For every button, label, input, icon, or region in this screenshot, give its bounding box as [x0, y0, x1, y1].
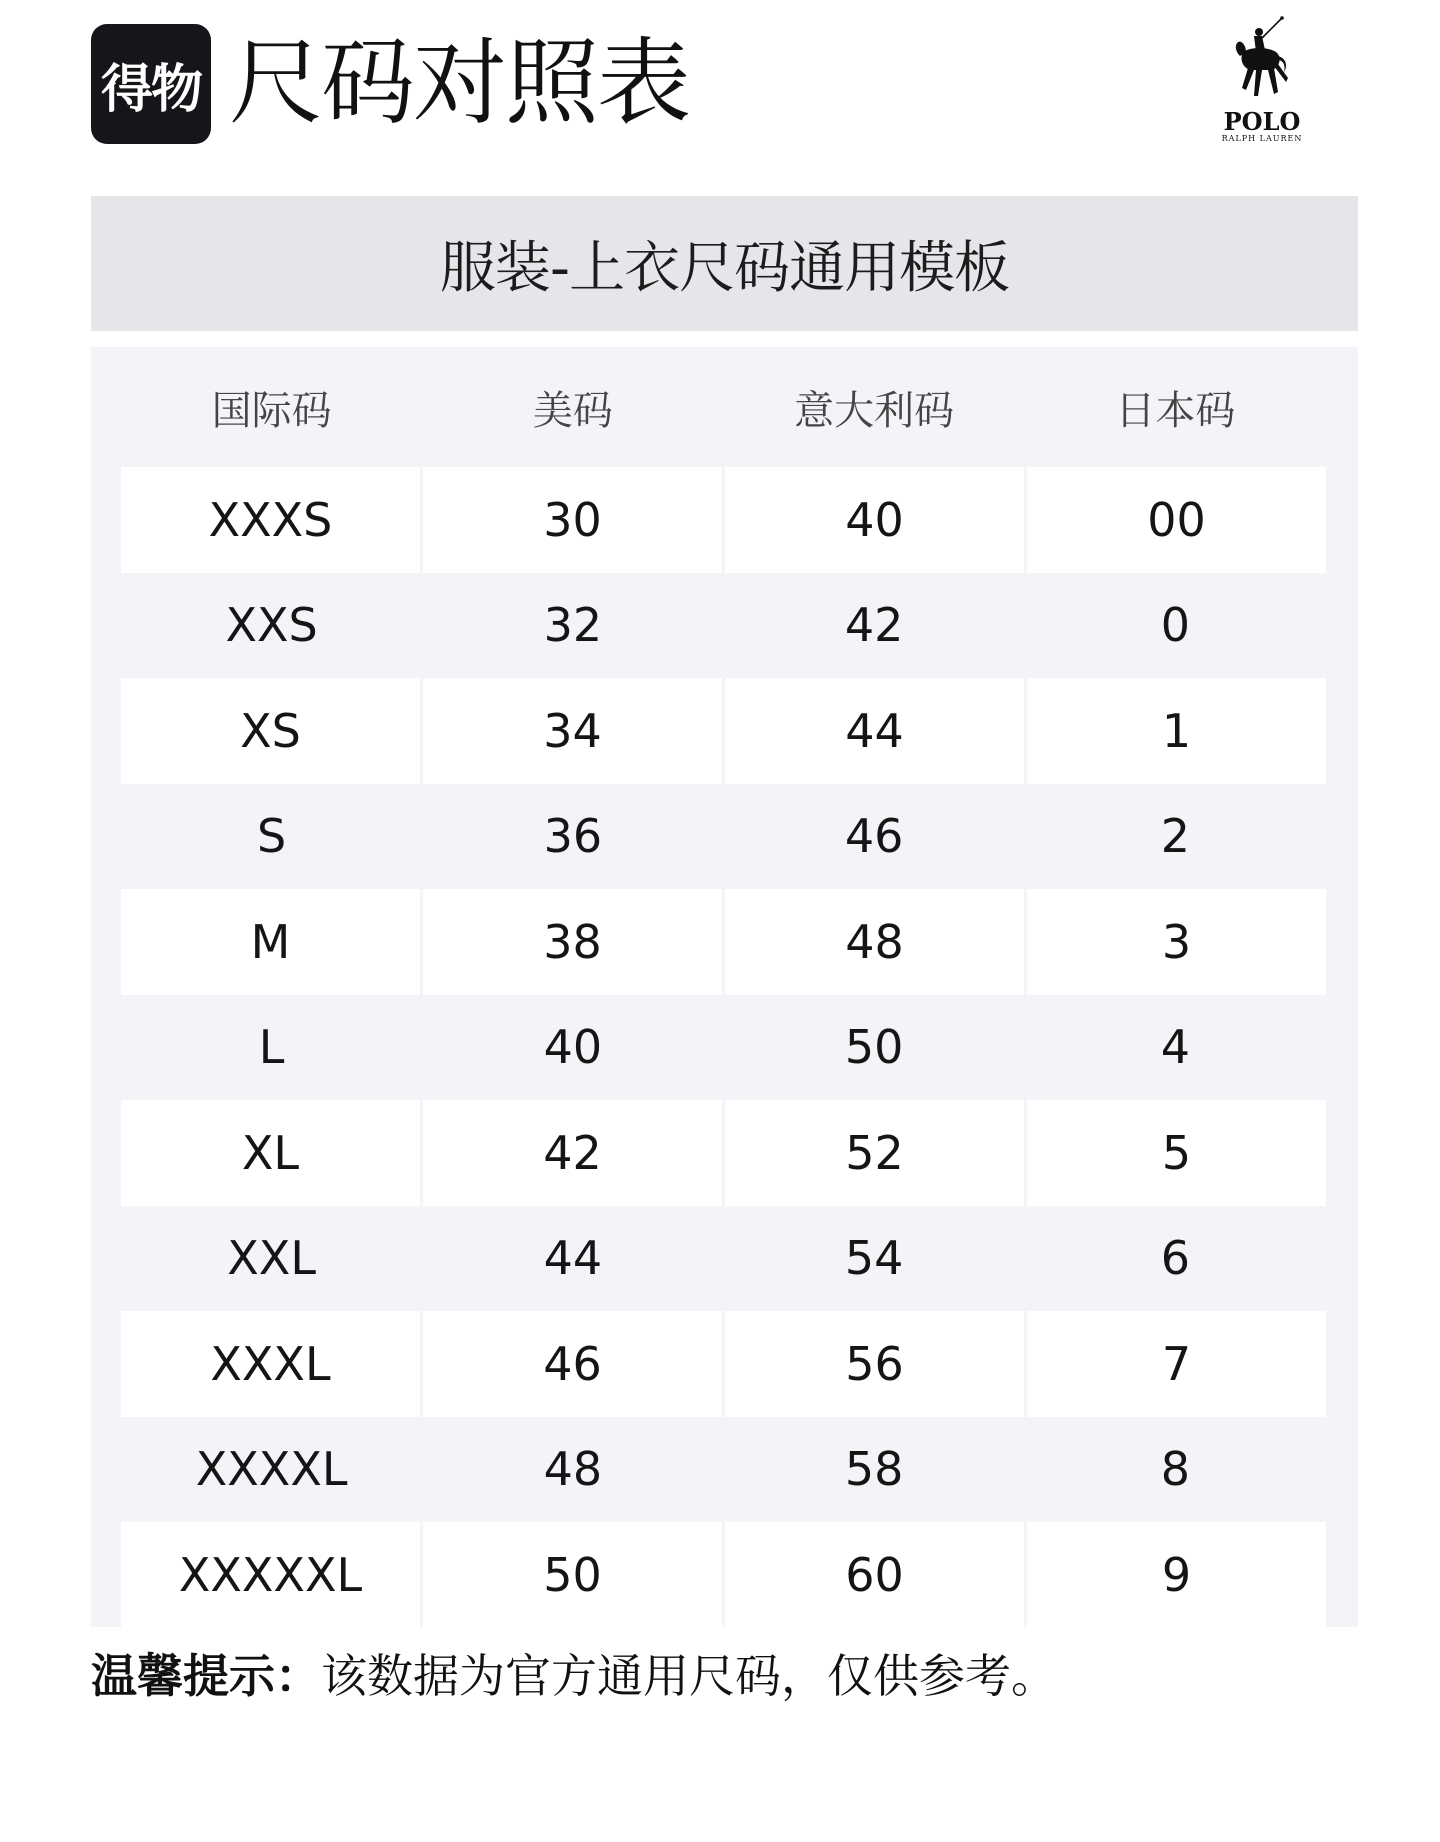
- cell-us: 34: [420, 678, 722, 784]
- cell-international: XXXXXL: [121, 1522, 420, 1627]
- template-title-band: [91, 196, 1358, 331]
- cell-japan: 3: [1024, 889, 1326, 995]
- template-title: 服装-上衣尺码通用模板: [439, 235, 1010, 301]
- cell-japan: 5: [1024, 1100, 1326, 1206]
- cell-italy: 42: [844, 598, 904, 653]
- table-row: [121, 1206, 1326, 1312]
- table-row: [121, 678, 1326, 784]
- column-header-japan: 日本码: [1115, 387, 1236, 434]
- cell-italy: 48: [722, 889, 1024, 995]
- cell-us: 44: [543, 1231, 603, 1286]
- cell-japan: 8: [1160, 1442, 1191, 1497]
- table-header: [121, 347, 1326, 467]
- table-row: [121, 784, 1326, 890]
- cell-italy: 46: [844, 809, 904, 864]
- cell-japan: 2: [1160, 809, 1191, 864]
- cell-italy: 54: [844, 1231, 904, 1286]
- brand-logo: [1212, 16, 1312, 151]
- header: [91, 24, 689, 144]
- cell-japan: 00: [1024, 467, 1326, 573]
- table-row: [121, 1417, 1326, 1523]
- table-row: [121, 573, 1326, 679]
- cell-italy: 44: [722, 678, 1024, 784]
- cell-international: XXS: [225, 598, 318, 653]
- brand-name: POLO: [1223, 107, 1301, 136]
- cell-italy: 60: [722, 1522, 1024, 1627]
- tip-label: 温馨提示：: [91, 1649, 321, 1703]
- table-row: [121, 889, 1326, 995]
- cell-international: XXXS: [121, 467, 420, 573]
- footer-tip: [91, 1646, 1057, 1706]
- table-row: [121, 1522, 1326, 1627]
- cell-us: 38: [420, 889, 722, 995]
- cell-us: 40: [543, 1020, 603, 1075]
- cell-international: XL: [121, 1100, 420, 1206]
- cell-international: L: [258, 1020, 285, 1075]
- app-logo: 得物: [91, 24, 211, 144]
- cell-us: 50: [420, 1522, 722, 1627]
- cell-italy: 58: [844, 1442, 904, 1497]
- table-row: [121, 1100, 1326, 1206]
- column-header-italy: 意大利码: [794, 387, 955, 434]
- cell-us: 32: [543, 598, 603, 653]
- cell-japan: 6: [1160, 1231, 1191, 1286]
- column-header-us: 美码: [532, 387, 613, 434]
- cell-us: 46: [420, 1311, 722, 1417]
- table-row: [121, 467, 1326, 573]
- cell-japan: 4: [1160, 1020, 1191, 1075]
- size-table: [91, 347, 1358, 1627]
- cell-international: S: [257, 809, 287, 864]
- cell-italy: 56: [722, 1311, 1024, 1417]
- polo-player-icon: [1232, 16, 1292, 108]
- cell-japan: 1: [1024, 678, 1326, 784]
- cell-international: M: [121, 889, 420, 995]
- cell-international: XS: [121, 678, 420, 784]
- cell-us: 48: [543, 1442, 603, 1497]
- cell-us: 36: [543, 809, 603, 864]
- cell-international: XXXL: [121, 1311, 420, 1417]
- table-body: [121, 467, 1326, 1627]
- cell-us: 30: [420, 467, 722, 573]
- cell-italy: 50: [844, 1020, 904, 1075]
- cell-international: XXXXL: [195, 1442, 348, 1497]
- tip-text: 该数据为官方通用尺码，仅供参考。: [321, 1649, 1057, 1703]
- brand-subtitle: RALPH LAUREN: [1221, 134, 1303, 143]
- column-header-international: 国际码: [211, 387, 332, 434]
- cell-us: 42: [420, 1100, 722, 1206]
- cell-japan: 9: [1024, 1522, 1326, 1627]
- cell-international: XXL: [227, 1231, 316, 1286]
- table-row: [121, 995, 1326, 1101]
- cell-japan: 0: [1160, 598, 1191, 653]
- cell-italy: 40: [722, 467, 1024, 573]
- page-title: 尺码对照表: [229, 29, 690, 138]
- cell-japan: 7: [1024, 1311, 1326, 1417]
- table-row: [121, 1311, 1326, 1417]
- cell-italy: 52: [722, 1100, 1024, 1206]
